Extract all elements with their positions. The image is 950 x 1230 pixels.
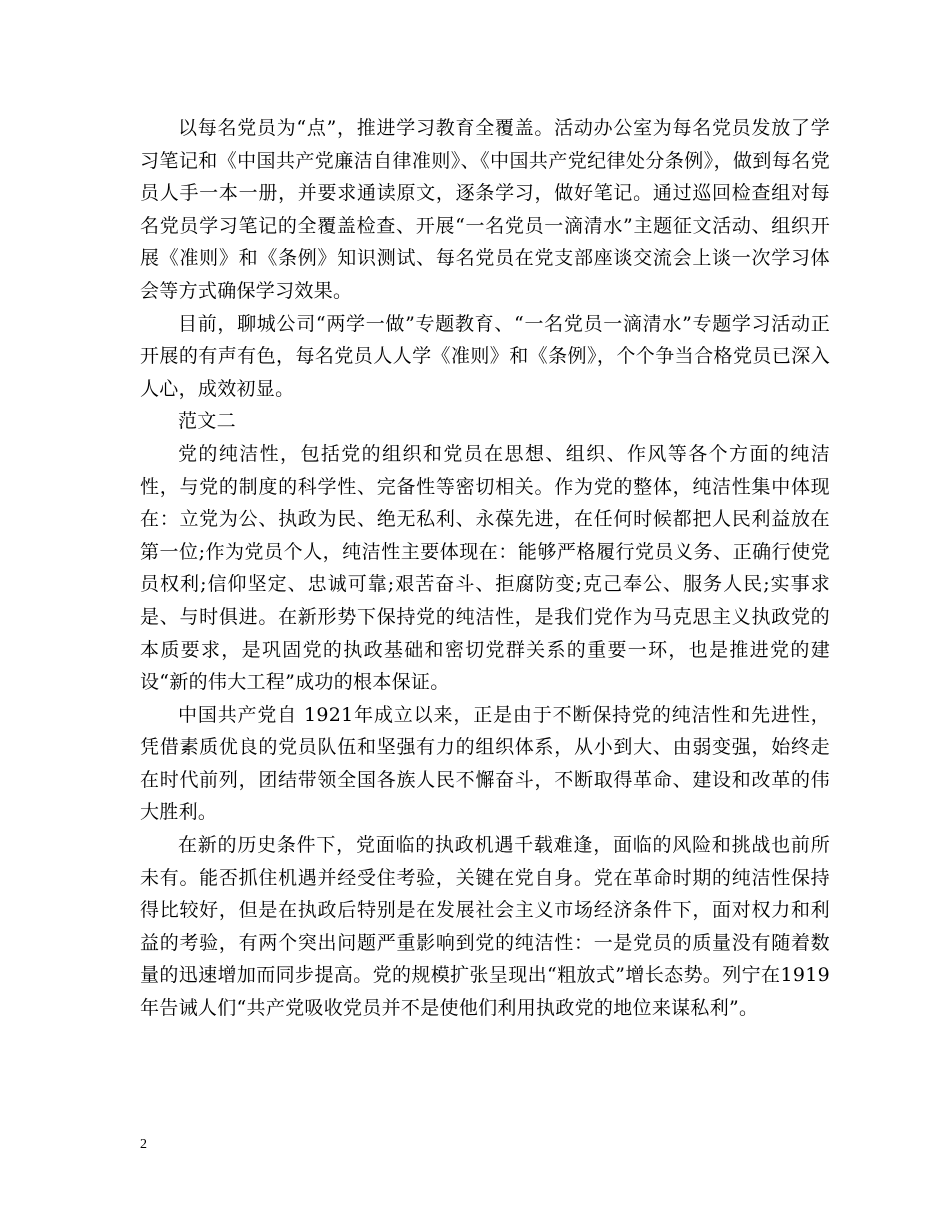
page-number: 2 (140, 1137, 147, 1152)
paragraph-current-results: 目前，聊城公司“两学一做”专题教育、“一名党员一滴清水”专题学习活动正开展的有声有色，每名党员人人学《准则》和《条例》，个个争当合格党员已深入人心，成效初显。 (140, 312, 830, 400)
paragraph-study-coverage: 以每名党员为“点”，推进学习教育全覆盖。活动办公室为每名党员发放了学习笔记和《中国共产党廉洁自律准则》、《中国共产党纪律处分条例》，做到每名党员人手一本一册，并要求通读原文，逐条学习，做好笔记。通过巡回检查组对每名党员学习笔记的全覆盖检查、开展“一名党员一滴清水”主题征文活动、组织开展《准则》和《条例》知识测试、每名党员在党支部座谈交流会上谈一次学习体会等方式确保学习效果。 (140, 117, 830, 302)
document-body (140, 112, 830, 1025)
paragraph-party-purity: 党的纯洁性，包括党的组织和党员在思想、组织、作风等各个方面的纯洁性，与党的制度的科学性、完备性等密切相关。作为党的整体，纯洁性集中体现在：立党为公、执政为民、绝无私利、永葆先进，在任何时候都把人民利益放在第一位;作为党员个人，纯洁性主要体现在：能够严格履行党员义务、正确行使党员权利;信仰坚定、忠诚可靠;艰苦奋斗、拒腐防变;克己奉公、服务人民;实事求是、与时俱进。在新形势下保持党的纯洁性，是我们党作为马克思主义执政党的本质要求，是巩固党的执政基础和密切党群关系的重要一环，也是推进党的建设“新的伟大工程”成功的根本保证。 (140, 442, 830, 694)
paragraph-new-conditions: 在新的历史条件下，党面临的执政机遇千载难逢，面临的风险和挑战也前所未有。能否抓住机遇并经受住考验，关键在党自身。党在革命时期的纯洁性保持得比较好，但是在执政后特别是在发展社会主义市场经济条件下，面对权力和利益的考验，有两个突出问题严重影响到党的纯洁性：一是党员的质量没有随着数量的迅速增加而同步提高。党的规模扩张呈现出“粗放式”增长态势。列宁在1919年告诫人们“共产党吸收党员并不是使他们利用执政党的地位来谋私利”。 (140, 834, 830, 1020)
section-heading-sample-two: 范文二 (178, 410, 236, 433)
paragraph-party-history: 中国共产党自 1921年成立以来，正是由于不断保持党的纯洁性和先进性，凭借素质优良的党员队伍和坚强有力的组织体系，从小到大、由弱变强，始终走在时代前列，团结带领全国各族人民不懈奋斗，不断取得革命、建设和改革的伟大胜利。 (140, 703, 830, 824)
